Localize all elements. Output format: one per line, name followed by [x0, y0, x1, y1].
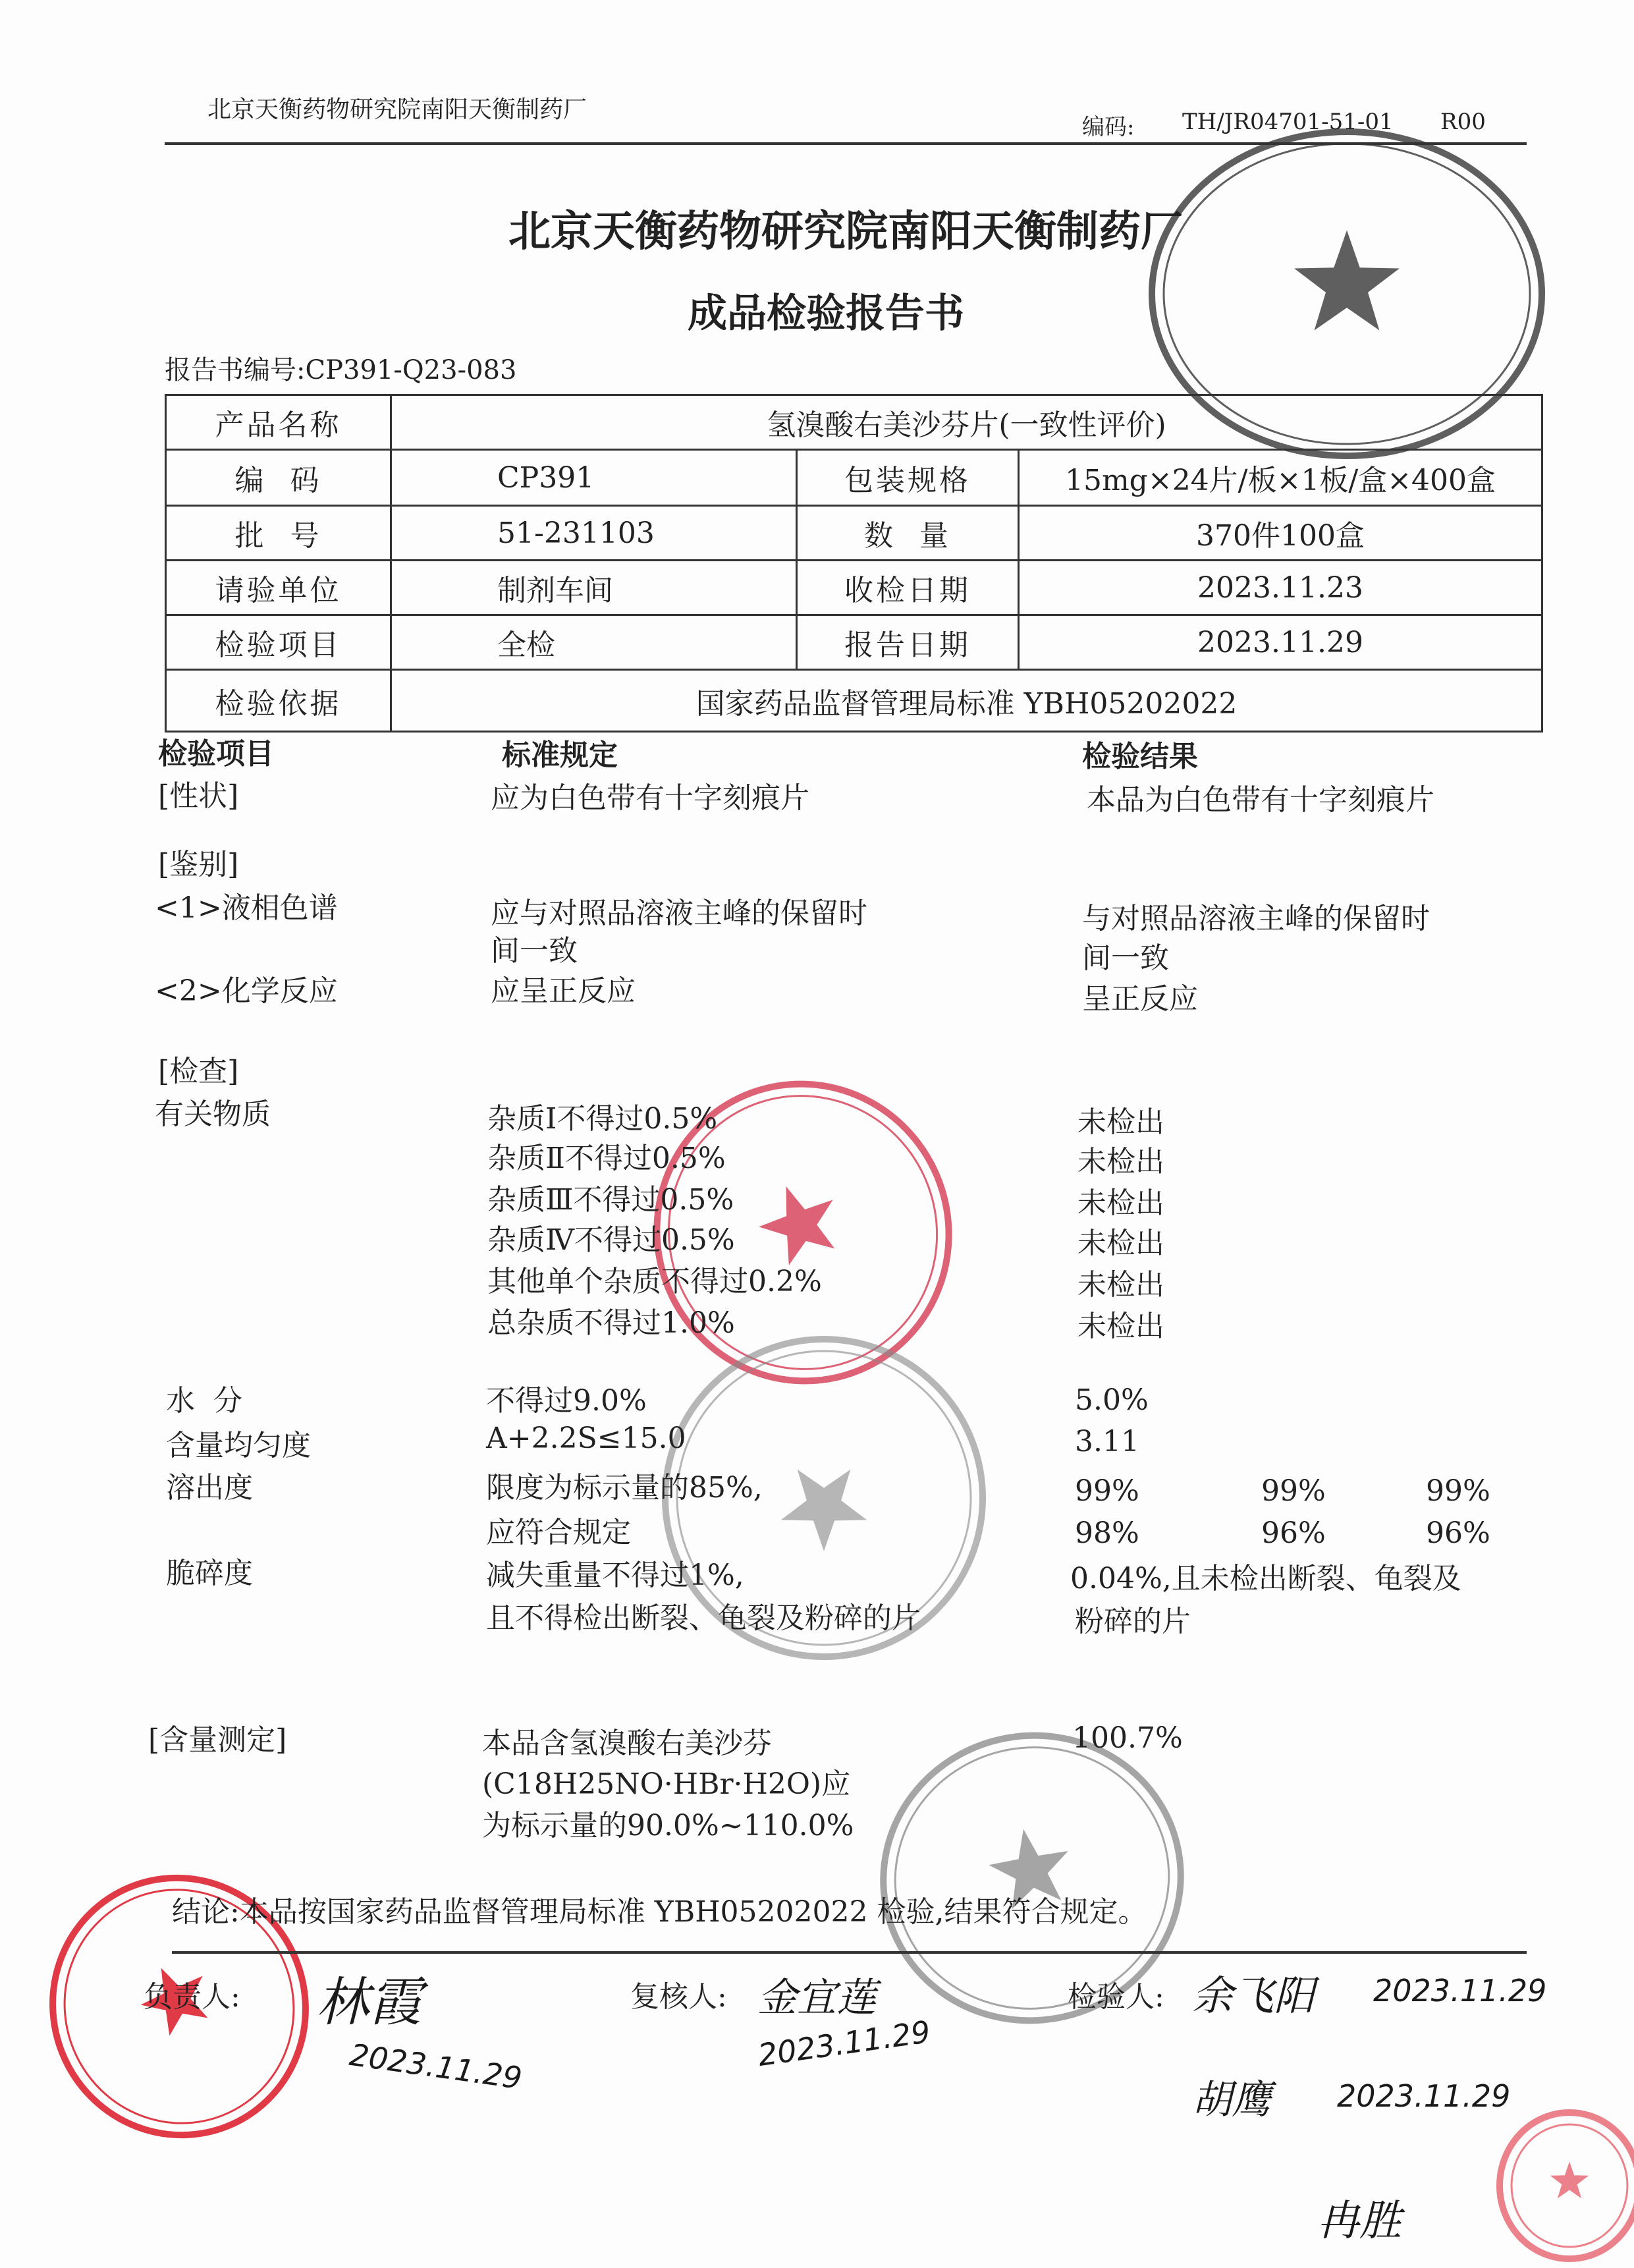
dissolution-label: 溶出度 — [166, 1471, 253, 1505]
inspector-date: 2023.11.29 — [1373, 1973, 1547, 2008]
conclusion: 结论:本品按国家药品监督管理局标准 YBH05202022 检验,结果符合规定。 — [172, 1895, 1147, 1929]
hplc-label: <1>液相色谱 — [155, 891, 338, 925]
document-subtitle: 成品检验报告书 — [688, 290, 964, 337]
batch-label: 批 号 — [166, 506, 391, 561]
bottom-signature: 冉胜 — [1317, 2197, 1402, 2246]
related-standard: 杂质Ⅲ不得过0.5% — [487, 1183, 734, 1217]
appearance-label: [性状] — [158, 779, 239, 813]
code-value: CP391 — [391, 450, 797, 506]
assay-standard-2: (C18H25NO·HBr·H2O)应 — [482, 1767, 851, 1801]
uniformity-result: 3.11 — [1075, 1425, 1139, 1458]
dissolution-standard-2: 应符合规定 — [486, 1516, 631, 1549]
chem-result: 呈正反应 — [1082, 982, 1198, 1016]
basis-label: 检验依据 — [166, 670, 391, 732]
star-icon — [749, 1173, 849, 1271]
appearance-result: 本品为白色带有十字刻痕片 — [1087, 783, 1434, 817]
friability-standard-2: 且不得检出断裂、龟裂及粉碎的片 — [486, 1601, 921, 1635]
related-result: 未检出 — [1077, 1310, 1164, 1343]
package-value: 15mg×24片/板×1板/盒×400盒 — [1019, 450, 1542, 506]
friability-label: 脆碎度 — [166, 1557, 253, 1590]
hplc-result-2: 间一致 — [1082, 941, 1169, 975]
unit-label: 请验单位 — [166, 561, 391, 615]
related-standard: 杂质Ⅱ不得过0.5% — [487, 1142, 726, 1175]
receive-date-label: 收检日期 — [797, 561, 1019, 615]
col-item: 检验项目 — [158, 737, 274, 771]
friability-standard-1: 减失重量不得过1%, — [486, 1559, 744, 1592]
batch-value: 51-231103 — [391, 506, 797, 561]
quantity-label: 数 量 — [797, 506, 1019, 561]
item-value: 全检 — [391, 615, 797, 670]
friability-result-2: 粉碎的片 — [1075, 1605, 1191, 1638]
dissolution-standard-1: 限度为标示量的85%, — [486, 1471, 763, 1505]
related-standard: 杂质Ⅳ不得过0.5% — [487, 1223, 735, 1257]
star-icon — [1550, 2161, 1589, 2198]
stamp-small — [1490, 2103, 1634, 2268]
dissolution-result: 96% — [1261, 1516, 1326, 1550]
header-code: TH/JR04701-51-01 — [1182, 109, 1394, 135]
related-result: 未检出 — [1077, 1105, 1164, 1139]
dissolution-result: 99% — [1426, 1474, 1490, 1508]
related-standard: 其他单个杂质不得过0.2% — [487, 1265, 822, 1298]
product-name-label: 产品名称 — [166, 395, 391, 450]
signature-divider — [172, 1951, 1527, 1954]
dissolution-result: 99% — [1075, 1474, 1139, 1508]
document-title: 北京天衡药物研究院南阳天衡制药厂 — [508, 207, 1183, 256]
hplc-standard-1: 应与对照品溶液主峰的保留时 — [491, 897, 867, 930]
tests-label: [检查] — [158, 1055, 239, 1088]
reviewer-date: 2023.11.29 — [755, 2013, 933, 2074]
manager-date: 2023.11.29 — [347, 2036, 524, 2097]
related-result: 未检出 — [1077, 1145, 1164, 1178]
dissolution-result: 98% — [1075, 1516, 1139, 1550]
manager-label: 负责人: — [144, 1980, 240, 2014]
report-date-value: 2023.11.29 — [1019, 615, 1542, 670]
receive-date-value: 2023.11.23 — [1019, 561, 1542, 615]
info-table — [165, 394, 1543, 733]
water-standard: 不得过9.0% — [486, 1384, 647, 1418]
chem-standard: 应呈正反应 — [491, 974, 636, 1008]
basis-value: 国家药品监督管理局标准 YBH05202022 — [391, 670, 1542, 732]
water-result: 5.0% — [1075, 1383, 1149, 1417]
inspector-label: 检验人: — [1068, 1980, 1164, 2014]
header-divider — [165, 142, 1527, 145]
inspector-signature: 余飞阳 — [1192, 1972, 1315, 2020]
star-icon — [781, 1470, 867, 1551]
related-result: 未检出 — [1077, 1227, 1164, 1260]
header-revision: R00 — [1440, 109, 1486, 135]
assay-result: 100.7% — [1072, 1721, 1183, 1755]
quantity-value: 370件100盒 — [1019, 506, 1542, 561]
related-standard: 总杂质不得过1.0% — [487, 1306, 735, 1340]
appearance-standard: 应为白色带有十字刻痕片 — [491, 781, 809, 815]
report-number: 报告书编号:CP391-Q23-083 — [165, 355, 517, 385]
dissolution-result: 99% — [1261, 1474, 1326, 1508]
reviewer-label: 复核人: — [630, 1980, 727, 2014]
extra-date: 2023.11.29 — [1337, 2078, 1511, 2114]
dissolution-result: 96% — [1426, 1516, 1490, 1550]
header-company: 北京天衡药物研究院南阳天衡制药厂 — [207, 96, 587, 123]
item-label: 检验项目 — [166, 615, 391, 670]
related-label: 有关物质 — [155, 1097, 271, 1131]
product-name: 氢溴酸右美沙芬片(一致性评价) — [391, 395, 1542, 450]
friability-result-1: 0.04%,且未检出断裂、龟裂及 — [1070, 1562, 1461, 1595]
manager-signature: 林霞 — [316, 1972, 422, 2033]
water-label: 水 分 — [166, 1384, 242, 1418]
uniformity-label: 含量均匀度 — [166, 1429, 311, 1462]
uniformity-standard: A+2.2S≤15.0 — [486, 1422, 686, 1455]
header-code-label: 编码: — [1082, 114, 1135, 140]
star-icon — [1294, 231, 1400, 331]
extra-signature: 胡鹰 — [1192, 2077, 1271, 2123]
hplc-standard-2: 间一致 — [491, 934, 578, 968]
assay-standard-3: 为标示量的90.0%~110.0% — [482, 1809, 854, 1842]
col-standard: 标准规定 — [502, 738, 618, 772]
related-result: 未检出 — [1077, 1268, 1164, 1302]
report-date-label: 报告日期 — [797, 615, 1019, 670]
assay-standard-1: 本品含氢溴酸右美沙芬 — [482, 1727, 772, 1760]
unit-value: 制剂车间 — [391, 561, 797, 615]
related-result: 未检出 — [1077, 1186, 1164, 1220]
code-label: 编 码 — [166, 450, 391, 506]
assay-label: [含量测定] — [148, 1723, 287, 1757]
chem-label: <2>化学反应 — [155, 974, 338, 1008]
identification-label: [鉴别] — [158, 848, 239, 881]
related-standard: 杂质Ⅰ不得过0.5% — [487, 1102, 718, 1136]
reviewer-signature: 金宜莲 — [757, 1975, 876, 2021]
col-result: 检验结果 — [1082, 740, 1198, 773]
package-label: 包装规格 — [797, 450, 1019, 506]
hplc-result-1: 与对照品溶液主峰的保留时 — [1082, 902, 1430, 935]
